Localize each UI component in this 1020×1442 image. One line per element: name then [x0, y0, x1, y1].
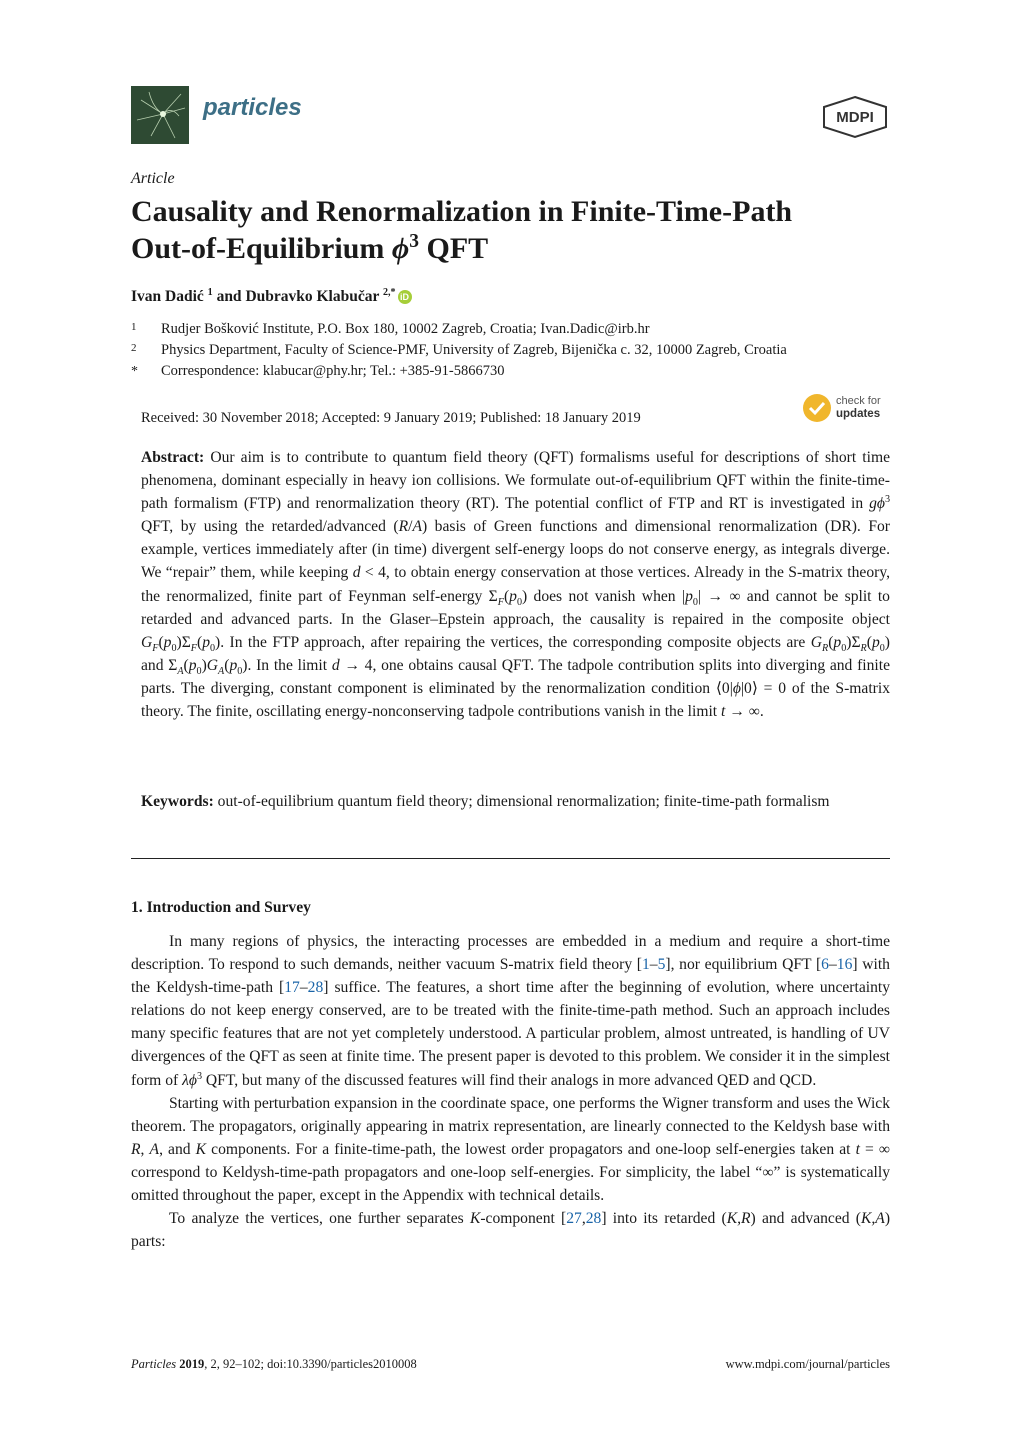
author-list: Ivan Dadić $^1$ and Dubravko Klabučar $^{2,*}$ iD: [131, 288, 412, 306]
citation-link[interactable]: 1: [642, 956, 650, 974]
citation-link[interactable]: 16: [836, 956, 853, 974]
paragraph: Starting with perturbation expansion in the coordinate space, one performs the Wigner transform and uses the Wick theorem. The propagators, originally appearing in matrix representation, are linearly connected to the Keldysh base with R, A, and K components. For a finite-time-path, the lowest order propagators and one-loop self-energies taken at t = ∞ correspond to Keldysh-time-path propagators and one-loop self-energies. For simplicity, the label “∞” is systematically omitted throughout the paper, except in the Appendix with technical details.: [131, 1094, 891, 1205]
footer-citation: Particles 2019, 2, 92–102; doi:10.3390/particles2010008: [131, 1357, 417, 1371]
abstract: Abstract: Our aim is to contribute to quantum field theory (QFT) formalisms useful for descriptions of short time phenomena, dominant especially in heavy ion collisions. We formulate out-of-equilibrium QFT within the finite-time-path formalism (FTP) and renormalization theory (RT). The potential conflict of FTP and RT is investigated in $g\phi^3$ QFT, by using the retarded/advanced (R/A) basis of Green functions and dimensional renormalization (DR). For example, vertices immediately after (in time) divergent self-energy loops do not conserve energy, as integrals diverge. We “repair” them, while keeping d < 4, to obtain energy conservation at those vertices. Already in the S-matrix theory, the renormalized, finite part of Feynman self-energy $\Sigma_F(p_0)$ does not vanish when $|p_0|$ → ∞ and cannot be split to retarded and advanced parts. In the Glaser–Epstein approach, the causality is repaired in the composite object $G_F(p_0)\Sigma_F(p_0)$. In the FTP approach, after repairing the vertices, the corresponding composite objects are $G_R(p_0)\Sigma_R(p_0)$ and $\Sigma_A(p_0)G_A(p_0)$. In the limit d → 4, one obtains causal QFT. The tadpole contribution splits into diverging and finite parts. The diverging, constant component is eliminated by the renormalization condition ⟨0|ϕ|0⟩ = 0 of the S-matrix theory. The finite, oscillating energy-nonconserving tadpole contributions vanish in the limit t → ∞.: [141, 449, 891, 721]
citation-link[interactable]: 28: [585, 1210, 602, 1228]
checkmark-icon: [803, 394, 831, 422]
divider: [131, 858, 890, 859]
keywords: Keywords: out-of-equilibrium quantum field theory; dimensional renormalization; finite-time-path formalism: [141, 793, 830, 810]
orcid-icon[interactable]: iD: [398, 290, 412, 304]
keywords-label: Keywords:: [141, 793, 214, 810]
article-type: Article: [131, 170, 175, 187]
citation-link[interactable]: 17: [284, 979, 300, 997]
correspondence: * Correspondence: klabucar@phy.hr; Tel.: +385-91-5866730: [131, 363, 505, 379]
section-heading: 1. Introduction and Survey: [131, 899, 311, 916]
affiliation: 1 Rudjer Bošković Institute, P.O. Box 180, 10002 Zagreb, Croatia; Ivan.Dadic@irb.hr: [131, 321, 650, 337]
citation-link[interactable]: 5: [657, 956, 666, 974]
paragraph: To analyze the vertices, one further separates K-component [27,28] into its retarded (K,R) and advanced (K,A) parts:: [131, 1210, 891, 1251]
abstract-label: Abstract:: [141, 449, 205, 466]
title-line-2: Out-of-Equilibrium $\phi^3$ QFT: [131, 231, 489, 265]
mdpi-logo-text: MDPI: [836, 109, 874, 126]
author-name[interactable]: Dubravko Klabučar: [245, 288, 380, 305]
citation-link[interactable]: 27: [566, 1210, 582, 1228]
journal-logo: [131, 86, 189, 144]
citation-link[interactable]: 28: [307, 979, 324, 997]
page-title: [131, 193, 891, 267]
mdpi-logo: [820, 95, 890, 139]
publication-dates: Received: 30 November 2018; Accepted: 9 January 2019; Published: 18 January 2019: [141, 410, 641, 426]
affiliation: 2 Physics Department, Faculty of Science-PMF, University of Zagreb, Bijenička c. 32, 10000 Zagreb, Croatia: [131, 342, 787, 358]
journal-name: particles: [203, 94, 302, 121]
paragraph: In many regions of physics, the interacting processes are embedded in a medium and require a short-time description. To respond to such demands, neither vacuum S-matrix field theory [1–5], nor equilibrium QFT [6–16] with the Keldysh-time-path [17–28] suffice. The features, a short time after the beginning of evolution, where uncertainty relations do not keep energy conserved, are to be treated with the finite-time-path method. Such an approach includes many specific features that are not yet completely understood. A particular problem, almost untreated, is handling of UV divergences of the QFT as seen at finite time. The present paper is devoted to this problem. We consider it in the simplest form of $\lambda\phi^3$ QFT, but many of the discussed features will find their analogs in more advanced QED and QCD.: [131, 933, 891, 1089]
author-name[interactable]: Ivan Dadić: [131, 288, 204, 305]
citation-link[interactable]: 6: [821, 956, 829, 974]
footer-url[interactable]: www.mdpi.com/journal/particles: [725, 1357, 890, 1371]
check-for-updates-badge[interactable]: check for updates: [803, 394, 893, 424]
body-text: [131, 930, 890, 1253]
title-line-1: Causality and Renormalization in Finite-Time-Path: [131, 195, 793, 228]
